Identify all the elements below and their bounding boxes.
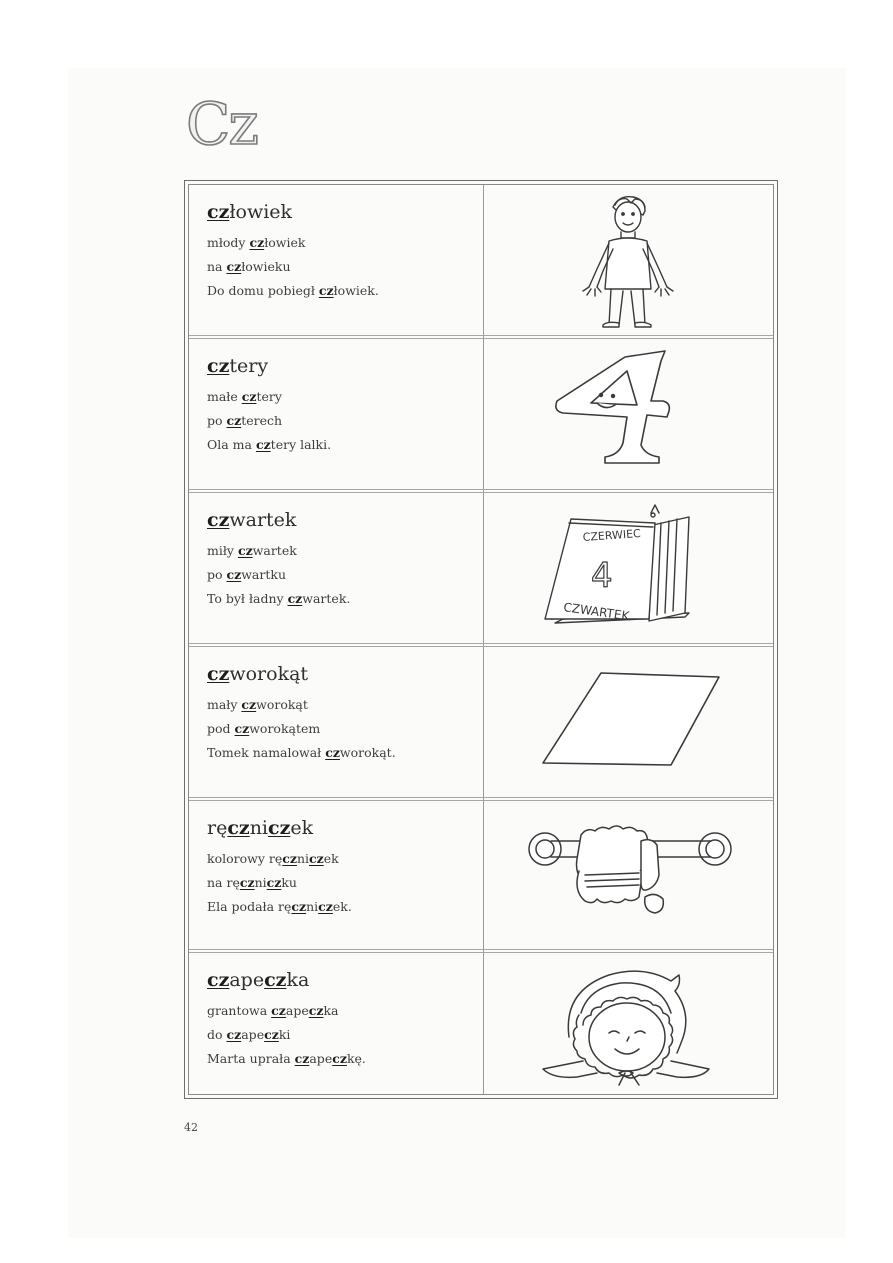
text-segment: ni <box>249 817 269 839</box>
text-segment: tery <box>229 355 269 377</box>
text-segment: tery lalki. <box>270 437 332 452</box>
text-segment: ku <box>281 875 297 890</box>
highlighted-letters: cz <box>318 283 334 298</box>
entry-text <box>207 817 477 919</box>
highlighted-letters: cz <box>318 899 333 914</box>
text-segment: ni <box>254 875 267 890</box>
highlighted-letters: cz <box>291 899 307 914</box>
table-row <box>189 953 773 1106</box>
highlighted-letters: cz <box>207 201 230 223</box>
entry-word <box>207 817 477 839</box>
calendar-day: 4 <box>591 556 613 596</box>
table-row <box>189 185 773 338</box>
text-segment: Tomek namalował <box>207 745 326 760</box>
text-segment: tery <box>256 389 282 404</box>
entry-phrase <box>207 1047 477 1071</box>
text-segment: na rę <box>207 875 240 890</box>
highlighted-letters: cz <box>207 969 230 991</box>
calendar-month: CZERWIEC <box>582 526 642 544</box>
highlighted-letters: cz <box>271 1003 286 1018</box>
man-illustration <box>485 185 773 338</box>
quadrilateral-illustration <box>485 647 773 800</box>
highlighted-letters: cz <box>226 413 242 428</box>
text-segment: łowiek <box>229 201 293 223</box>
entry-text <box>207 969 477 1071</box>
entry-phrase <box>207 1023 477 1047</box>
entry-phrase <box>207 279 477 303</box>
highlighted-letters: cz <box>294 1051 310 1066</box>
text-segment: ape <box>309 1051 333 1066</box>
highlighted-letters: cz <box>264 969 287 991</box>
highlighted-letters: cz <box>255 437 271 452</box>
entry-text <box>207 509 477 611</box>
highlighted-letters: cz <box>241 389 257 404</box>
highlighted-letters: cz <box>287 591 303 606</box>
text-segment: ni <box>306 899 319 914</box>
text-segment: worokąt <box>229 663 309 685</box>
text-segment: kę. <box>346 1051 366 1066</box>
entry-phrase <box>207 741 477 765</box>
page-heading: Cz <box>186 90 257 158</box>
number-four-illustration <box>485 339 773 492</box>
highlighted-letters: cz <box>266 875 282 890</box>
towel-illustration <box>485 801 773 954</box>
text-segment: wartek <box>229 509 297 531</box>
entry-word <box>207 355 477 377</box>
highlighted-letters: cz <box>332 1051 347 1066</box>
text-segment: ni <box>296 851 310 866</box>
text-segment: po <box>207 567 227 582</box>
text-segment: ka <box>323 1003 339 1018</box>
text-segment: młody <box>207 235 250 250</box>
text-segment: grantowa <box>207 1003 272 1018</box>
text-segment: do <box>207 1027 227 1042</box>
entry-text <box>207 355 477 457</box>
highlighted-letters: cz <box>226 567 242 582</box>
entry-phrase <box>207 409 477 433</box>
entry-word <box>207 509 477 531</box>
entry-phrase <box>207 587 477 611</box>
entry-phrase <box>207 999 477 1023</box>
entry-phrase <box>207 433 477 457</box>
text-segment: ka <box>286 969 310 991</box>
entry-phrase <box>207 871 477 895</box>
table-row <box>189 339 773 492</box>
page-number: 42 <box>184 1121 198 1134</box>
vocabulary-table-inner <box>188 184 774 1095</box>
highlighted-letters: cz <box>226 1027 242 1042</box>
highlighted-letters: cz <box>308 1003 324 1018</box>
text-segment: ape <box>241 1027 265 1042</box>
highlighted-letters: cz <box>325 745 340 760</box>
entry-phrase <box>207 539 477 563</box>
text-segment: wartek. <box>302 591 351 606</box>
calendar-weekday: CZWARTEK <box>562 600 631 624</box>
text-segment: worokątem <box>249 721 321 736</box>
text-segment: To był ładny <box>207 591 288 606</box>
text-segment: ape <box>229 969 265 991</box>
entry-word <box>207 201 477 223</box>
entry-phrase <box>207 717 477 741</box>
text-segment: wartku <box>241 567 287 582</box>
text-segment: miły <box>207 543 238 558</box>
text-segment: Ola ma <box>207 437 256 452</box>
entry-word <box>207 663 477 685</box>
highlighted-letters: cz <box>234 721 250 736</box>
text-segment: ek <box>290 817 314 839</box>
text-segment: kolorowy rę <box>207 851 283 866</box>
vocabulary-table <box>184 180 778 1099</box>
highlighted-letters: cz <box>207 355 230 377</box>
text-segment: pod <box>207 721 235 736</box>
entry-text <box>207 663 477 765</box>
text-segment: terech <box>241 413 283 428</box>
highlighted-letters: cz <box>237 543 253 558</box>
table-row <box>189 493 773 646</box>
text-segment: Ela podała rę <box>207 899 292 914</box>
highlighted-letters: cz <box>282 851 297 866</box>
text-segment: ek <box>323 851 339 866</box>
text-segment: Do domu pobiegł <box>207 283 319 298</box>
text-segment: łowiek. <box>333 283 379 298</box>
text-segment: ki <box>278 1027 291 1042</box>
highlighted-letters: cz <box>268 817 291 839</box>
text-segment: mały <box>207 697 242 712</box>
baby-bonnet-illustration <box>485 953 773 1106</box>
text-segment: łowieku <box>241 259 291 274</box>
text-segment: rę <box>207 817 228 839</box>
entry-phrase <box>207 563 477 587</box>
text-segment: worokąt <box>256 697 308 712</box>
entry-phrase <box>207 895 477 919</box>
text-segment: wartek <box>252 543 297 558</box>
calendar-illustration <box>485 493 773 646</box>
highlighted-letters: cz <box>249 235 265 250</box>
highlighted-letters: cz <box>309 851 324 866</box>
text-segment: po <box>207 413 227 428</box>
entry-word <box>207 969 477 991</box>
highlighted-letters: cz <box>226 259 242 274</box>
entry-text <box>207 201 477 303</box>
entry-phrase <box>207 385 477 409</box>
text-segment: worokąt. <box>339 745 396 760</box>
highlighted-letters: cz <box>207 663 230 685</box>
entry-phrase <box>207 847 477 871</box>
highlighted-letters: cz <box>241 697 257 712</box>
entry-phrase <box>207 693 477 717</box>
text-segment: Marta uprała <box>207 1051 295 1066</box>
text-segment: małe <box>207 389 242 404</box>
text-segment: na <box>207 259 227 274</box>
table-row <box>189 801 773 954</box>
entry-phrase <box>207 255 477 279</box>
highlighted-letters: cz <box>264 1027 279 1042</box>
table-row <box>189 647 773 800</box>
highlighted-letters: cz <box>239 875 255 890</box>
text-segment: łowiek <box>264 235 306 250</box>
highlighted-letters: cz <box>227 817 250 839</box>
entry-phrase <box>207 231 477 255</box>
text-segment: ek. <box>332 899 352 914</box>
text-segment: ape <box>285 1003 309 1018</box>
highlighted-letters: cz <box>207 509 230 531</box>
